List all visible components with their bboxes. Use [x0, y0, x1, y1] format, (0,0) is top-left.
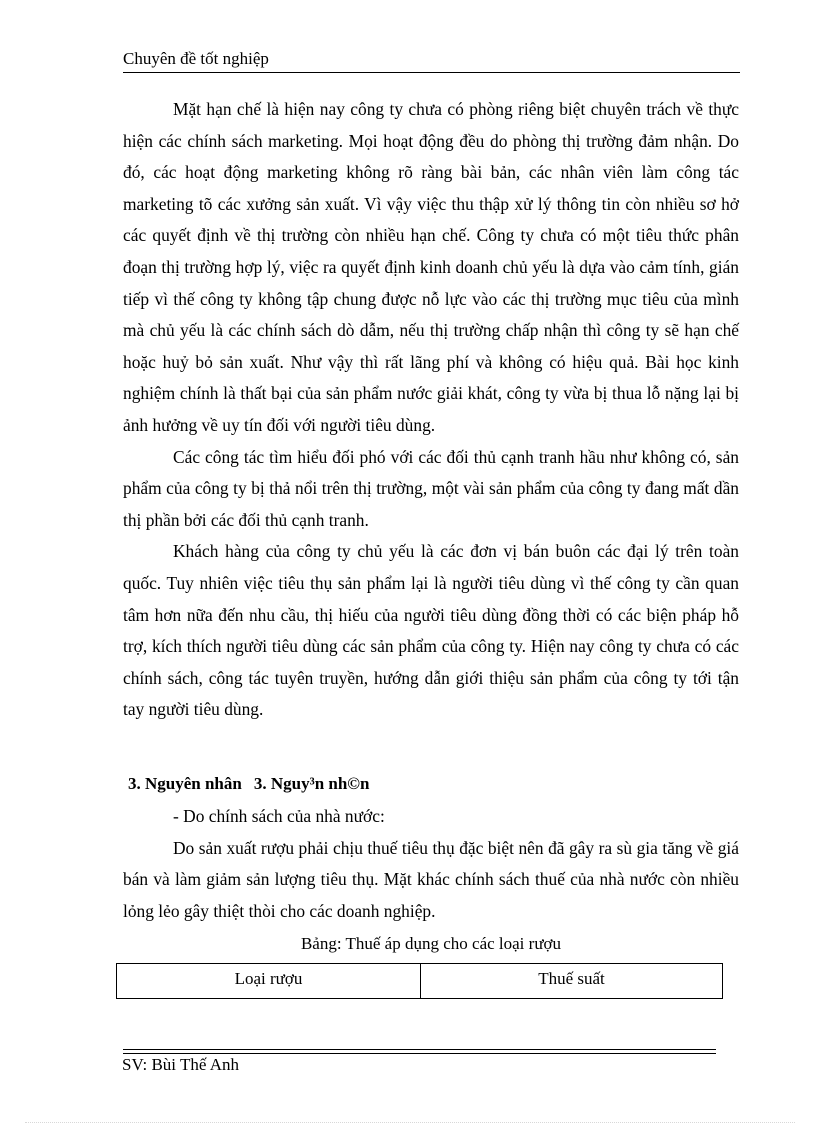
paragraph-state-policy: - Do chính sách của nhà nước:: [173, 806, 385, 826]
paragraph-competitors: Các công tác tìm hiểu đối phó với các đối thủ cạnh tranh hầu như không có, sản phẩm của công ty bị thả nổi trên thị trường, một vài sản phẩm của công ty đang mất dần thị phần bởi các đối thủ cạnh tranh.: [123, 446, 739, 530]
paragraph-marketing-limitations: Mặt hạn chế là hiện nay công ty chưa có phòng riêng biệt chuyên trách về thực hiện các chính sách marketing. Mọi hoạt động đều do phòng thị trường đảm nhận. Do đó, các hoạt động marketing không rõ ràng bài bản, các nhân viên làm công tác marketing tõ các xưởng sản xuất. Vì vậy việc thu thập xử lý thông tin còn nhiều sơ hở các quyết định về thị trường còn nhiều hạn chế. Công ty chưa có một tiêu thức phân đoạn thị trường hợp lý, việc ra quyết định kinh doanh chủ yếu là dựa vào cảm tính, gián tiếp vì thế công ty không tập chung được nỗ lực vào các thị trường mục tiêu của mình mà chủ yếu là các chính sách dò dẫm, nếu thị trường chấp nhận thì công ty sẽ hạn chế hoặc huỷ bỏ sản xuất. Như vậy thì rất lãng phí và không có hiệu quả. Bài học kinh nghiệm chính là thất bại của sản phẩm nước giải khát, công ty vừa bị thua lỗ nặng lại bị ảnh hưởng về uy tín đối với người tiêu dùng.: [123, 99, 739, 435]
paragraph-customers: Khách hàng của công ty chủ yếu là các đơn vị bán buôn các đại lý trên toàn quốc. Tuy nhiên việc tiêu thụ sản phẩm lại là người tiêu dùng vì thế công ty cần quan tâm hơn nữa đến nhu cầu, thị hiếu của người tiêu dùng đồng thời có các biện pháp hỗ trợ, kích thích người tiêu dùng các sản phẩm của công ty. Hiện nay công ty chưa có các chính sách, công tác tuyên truyền, hướng dẫn giới thiệu sản phẩm của công ty tới tận tay người tiêu dùng.: [123, 541, 739, 720]
page-footer: [122, 1053, 239, 1077]
column-header-liquor-type: Loại rượu: [117, 964, 421, 999]
section-heading: [128, 771, 369, 797]
page-header: [123, 48, 740, 73]
document-title: Chuyên đề tốt nghiệp: [123, 49, 269, 68]
column-header-tax-rate: Thuế suất: [421, 964, 723, 999]
footer-author: SV: Bùi Thế Anh: [122, 1055, 239, 1074]
body-text-causes: [123, 801, 739, 927]
body-text: [123, 94, 739, 726]
section-heading-garbled: 3. Nguy³n nh©n: [253, 774, 370, 793]
table-caption: Bảng: Thuế áp dụng cho các loại rượu: [300, 934, 562, 953]
paragraph-special-tax: Do sản xuất rượu phải chịu thuế tiêu thụ đặc biệt nên đã gây ra sù gia tăng về giá bán và làm giảm sản lượng tiêu thụ. Mặt khác chính sách thuế của nhà nước còn nhiều lỏng lẻo gây thiệt thòi cho các doanh nghiệp.: [123, 837, 739, 921]
table-header-row: [117, 964, 723, 999]
section-heading-text: 3. Nguyên nhân: [128, 774, 242, 793]
tax-table: [116, 963, 723, 999]
